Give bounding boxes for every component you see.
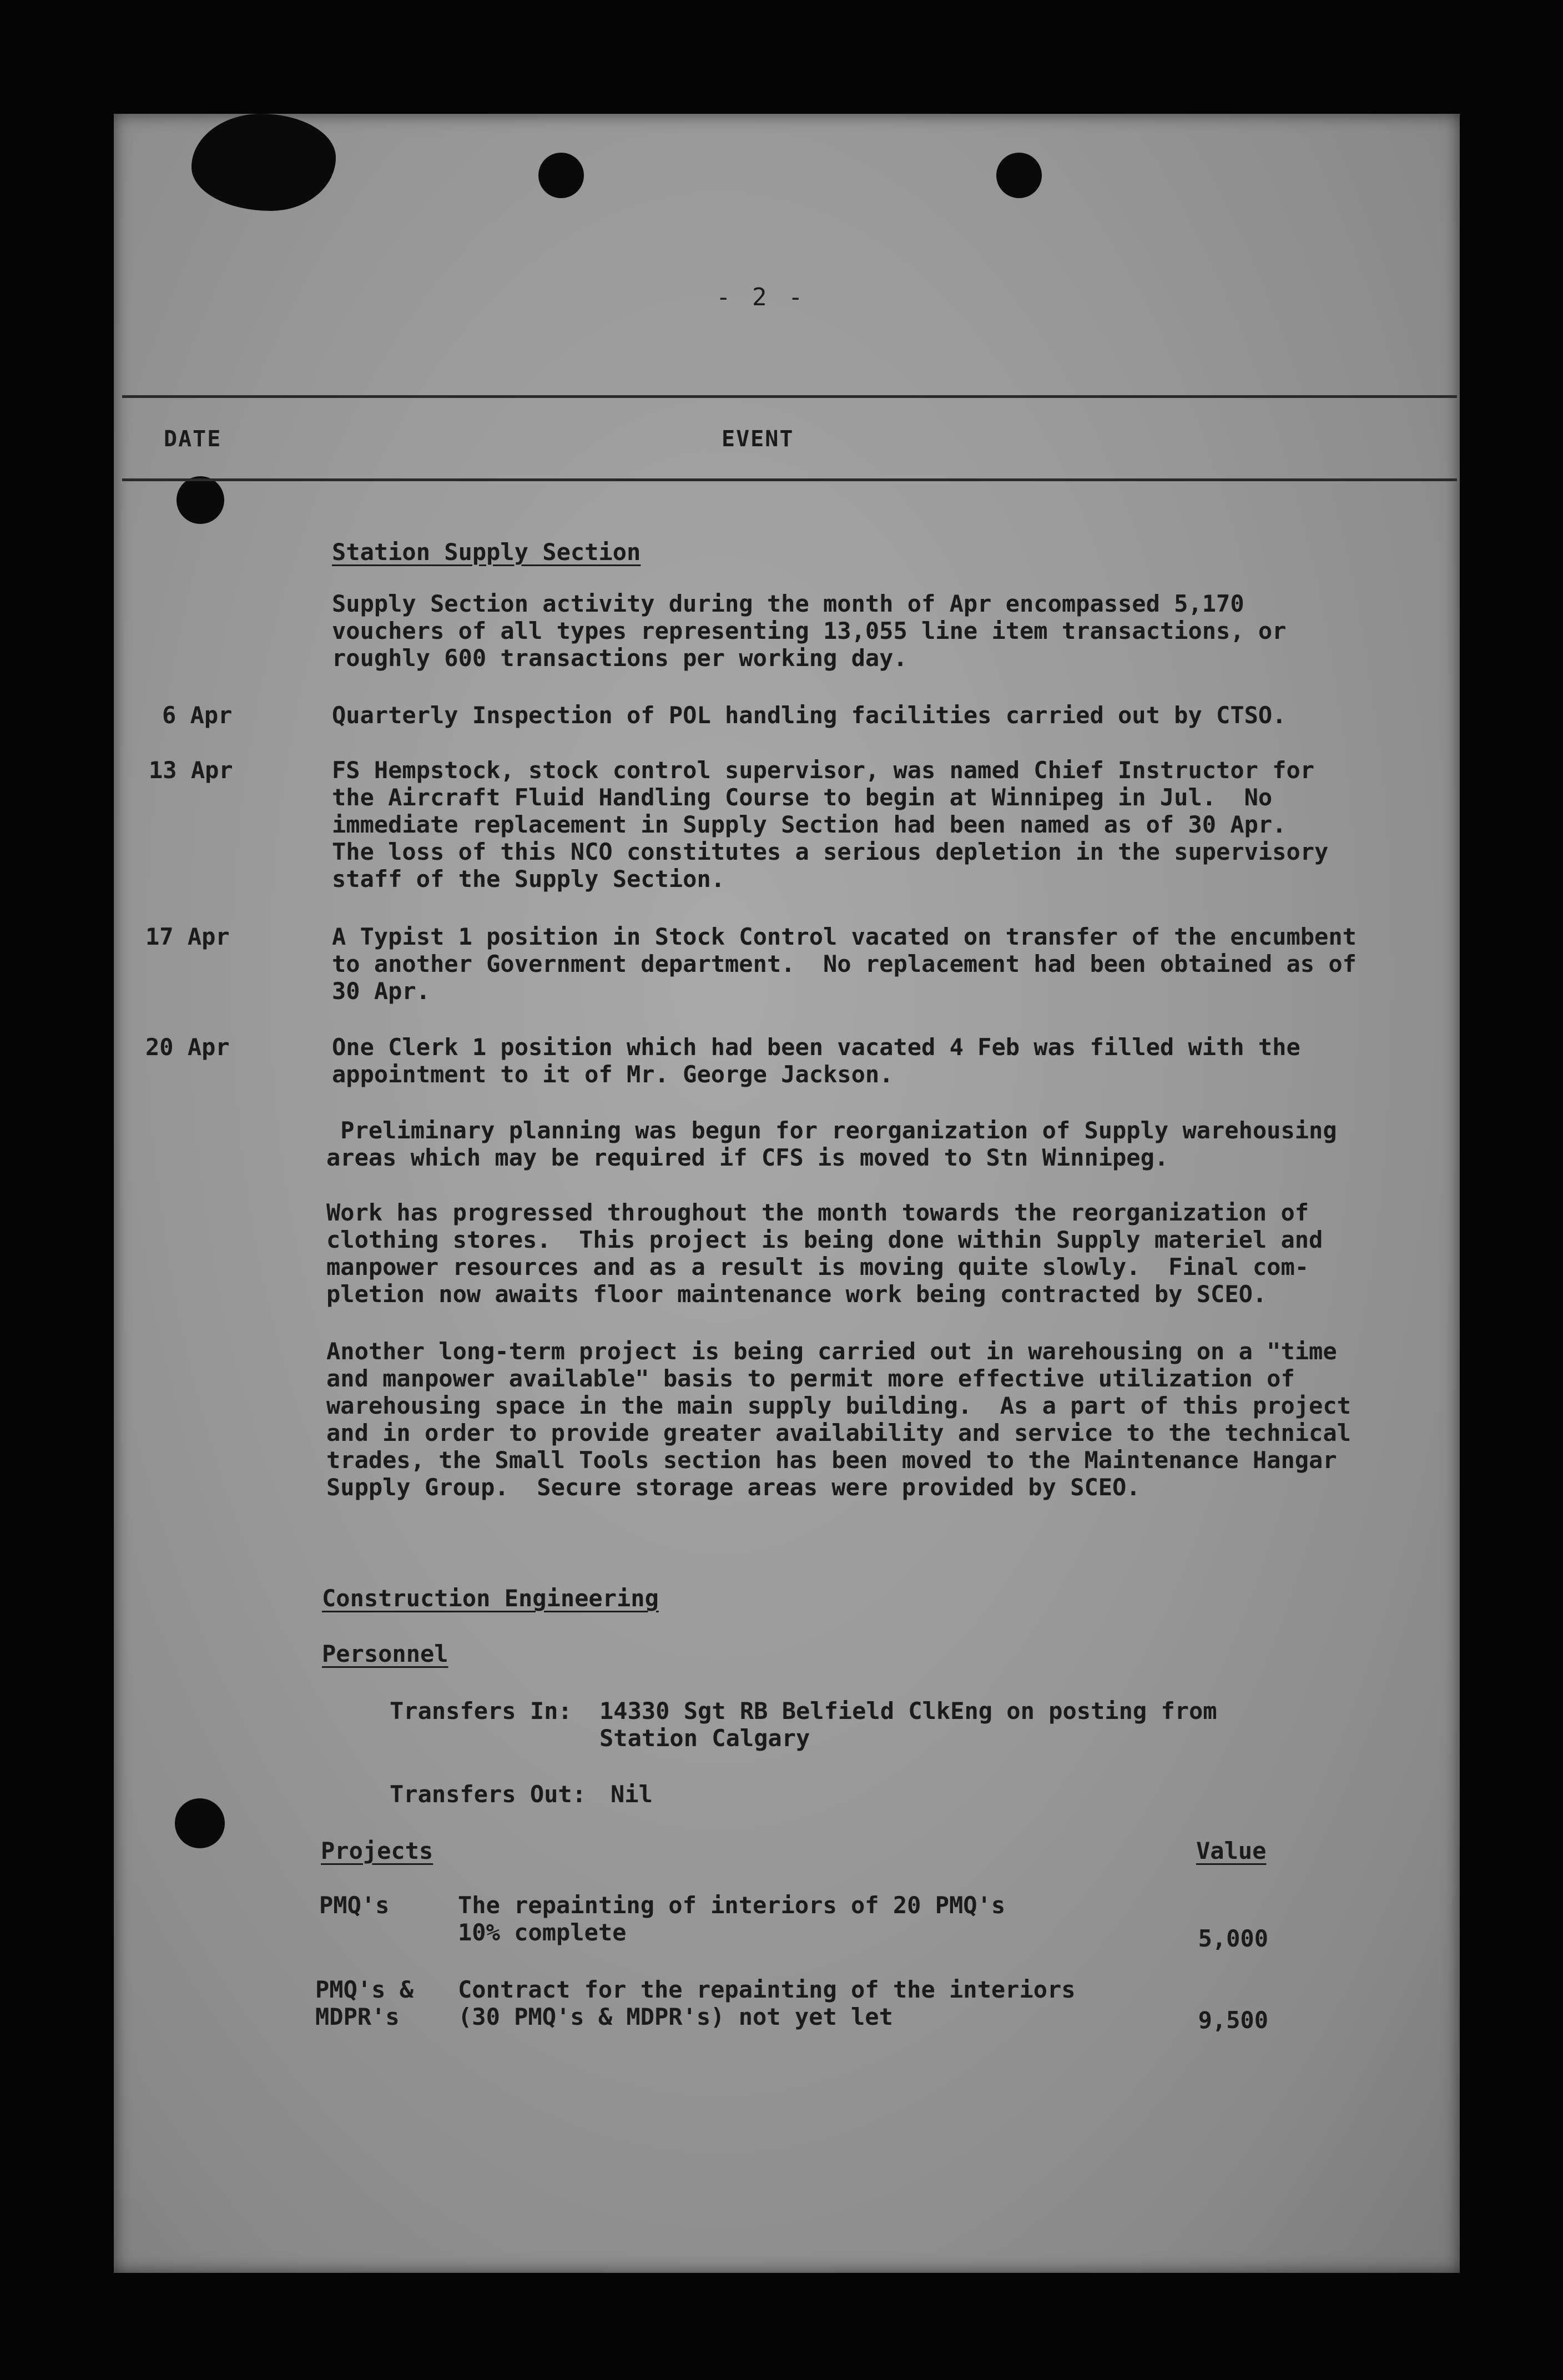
section-heading-supply: Station Supply Section <box>332 538 641 566</box>
transfers-out-label: Transfers Out: <box>390 1781 587 1808</box>
project-type: PMQ's <box>319 1892 390 1919</box>
projects-heading: Projects <box>321 1837 433 1864</box>
personnel-heading: Personnel <box>322 1640 448 1667</box>
warehousing-paragraph: Another long-term project is being carried out in warehousing on a "time and manpower available" basis to permit more effective utilization of warehousing space in the main supply building. As a part of this project and in order to provide greater availability and service to the technical trades, the Small Tools section has been moved to the Maintenance Hangar Supply Group. Secure storage areas were provided by SCEO. <box>326 1338 1351 1501</box>
punch-hole <box>996 153 1042 198</box>
punch-hole <box>177 476 224 524</box>
transfers-out-value: Nil <box>611 1781 653 1808</box>
entry-text: FS Hempstock, stock control supervisor, was named Chief Instructor for the Aircraft Fluid Handling Course to begin at Winnipeg in Jul. No immediate replacement in Supply Section had been named as of 30 Apr. The loss of this NCO constitutes a serious depletion in the supervisory staff of the Supply Section. <box>332 757 1329 892</box>
project-description: Contract for the repainting of the interiors (30 PMQ's & MDPR's) not yet let <box>458 1976 1076 2030</box>
column-header-event: EVENT <box>722 426 794 452</box>
entry-date: 20 Apr <box>145 1033 230 1061</box>
entry-date: 17 Apr <box>145 923 230 950</box>
transfers-in-label: Transfers In: <box>390 1697 572 1725</box>
entry-date: 6 Apr <box>162 702 233 729</box>
section-heading-construction: Construction Engineering <box>322 1585 659 1612</box>
column-header-date: DATE <box>164 426 222 452</box>
project-value: 5,000 <box>1198 1925 1268 1952</box>
project-description: The repainting of interiors of 20 PMQ's 10% complete <box>458 1892 1006 1946</box>
entry-text: A Typist 1 position in Stock Control vacated on transfer of the encumbent to another Government department. No replacement had been obtained as of 30 Apr. <box>332 923 1357 1005</box>
entry-date: 13 Apr <box>149 757 233 784</box>
transfers-in-value: 14330 Sgt RB Belfield ClkEng on posting from Station Calgary <box>599 1697 1217 1752</box>
planning-paragraph: Preliminary planning was begun for reorganization of Supply warehousing areas which may be required if CFS is moved to Stn Winnipeg. <box>326 1117 1337 1171</box>
clothing-stores-paragraph: Work has progressed throughout the month towards the reorganization of clothing stores. This project is being done within Supply materiel and manpower resources and as a result is moving quite slowly. Final com- pletion now awaits floor maintenance work being contracted by SCEO. <box>326 1199 1323 1308</box>
ink-blot <box>191 114 336 211</box>
punch-hole <box>538 153 584 198</box>
project-value: 9,500 <box>1198 2006 1268 2034</box>
page-number: - 2 - <box>716 283 806 311</box>
entry-text: Quarterly Inspection of POL handling facilities carried out by CTSO. <box>332 702 1287 729</box>
header-bottom-rule <box>122 478 1457 481</box>
header-top-rule <box>122 395 1457 398</box>
entry-text: One Clerk 1 position which had been vacated 4 Feb was filled with the appointment to it of Mr. George Jackson. <box>332 1033 1300 1088</box>
punch-hole <box>175 1798 225 1848</box>
project-type: PMQ's & MDPR's <box>315 1976 414 2030</box>
supply-intro-paragraph: Supply Section activity during the month of Apr encompassed 5,170 vouchers of all types representing 13,055 line item transactions, or roughly 600 transactions per working day. <box>332 590 1287 672</box>
value-heading: Value <box>1196 1837 1267 1864</box>
